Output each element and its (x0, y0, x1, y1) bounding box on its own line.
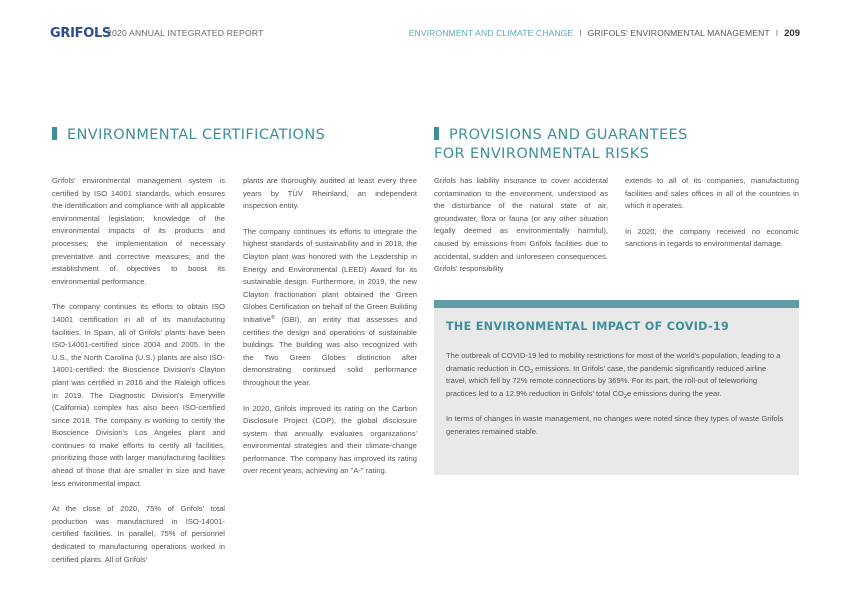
heading-line-1: PROVISIONS AND GUARANTEES (449, 127, 688, 144)
heading-line-2: FOR ENVIRONMENTAL RISKS (434, 146, 650, 163)
paragraph: extends to all of its companies, manufacturing facilities and sales offices in all of the countries in which it operates. (625, 176, 799, 211)
subscript: 2 (530, 368, 534, 375)
paragraph: Grifols' environmental management system is certified by ISO 14001 standards, which ensures the identification and compliance with all applicable environmental legislation; knowledge of the environmental impacts of its products and processes; the implementation of necessary preventative and corrective measures; and the establishment of objectives to boost its environmental performance. (52, 176, 225, 286)
page-header (50, 26, 800, 40)
paragraph: plants are thoroughly audited at least every three years by TÜV Rheinland, an independent inspection entity. (243, 176, 417, 211)
box-top-bar (434, 300, 799, 308)
paragraph: Grifols has liability insurance to cover accidental contamination to the environment, understood as the disturbance of the natural state of air, groundwater, flora or fauna (or any other situation legally deemed as environmentally harmful), caused by emissions from Grifols facilities due to accidental, sudden and unforeseen consequences. Grifols' responsibility (434, 176, 608, 274)
covid-impact-box (434, 300, 799, 475)
paragraph: The company continues its efforts to obtain ISO 14001 certification in all of its manufacturing facilities. In Spain, all of Grifols' plants have been ISO-14001-certified since 2004 and 2005. In the U.S., the North Carolina (U.S.) plants are also ISO-14001-certified: the Bioscience Division's Clayton plant was certified in 2016 and the Raleigh offices in 2019. The Diagnostic Division's Emeryville (California) complex has also been ISO-certified since 2018. The company is working to certify the Bioscience Division's Los Angeles plant and continues to make efforts to certify all facilities, prioritizing those with larger manufacturing facilities ahead of those that are smaller in size and have less environmental impact. (52, 302, 225, 488)
grifols-logo: GRIFOLS (50, 26, 111, 41)
paragraph-part: The company continues its efforts to integrate the highest standards of sustainability and in 2018, the Clayton plant was honored with the Leadership in Energy and Environmental (LEED) Award for its sustainable design. Furthermore, in 2019, the new Clayton fractionation plant obtained the Green Globes Certification on behalf of the Green Building Initiative (243, 226, 417, 324)
paragraph: In 2020, Grifols improved its rating on the Carbon Disclosure Project (CDP), the global disclosure system that annually evaluates organizations' environmental strategies and their climate-change performance. The company has improved its rating over recent years, achieving an "A-" rating. (243, 403, 417, 476)
text-column-4 (625, 175, 799, 264)
breadcrumb-separator: I (775, 28, 779, 38)
page-number: 209 (784, 28, 800, 39)
heading-text: ENVIRONMENTAL CERTIFICATIONS (67, 127, 326, 144)
text-column-3 (434, 175, 608, 289)
paragraph (243, 226, 417, 390)
breadcrumb-chapter: GRIFOLS' ENVIRONMENTAL MANAGEMENT (587, 28, 770, 38)
text-column-1 (52, 175, 225, 579)
paragraph: At the close of 2020, 75% of Grifols' total production was manufactured in ISO-14001-certified facilities. In parallel, 75% of personnel dedicated to manufacturing operations worked in certified plants. All of Grifols' (52, 504, 225, 564)
paragraph: In 2020, the company received no economic sanctions in regards to environmental damage. (625, 226, 799, 249)
text-column-2 (243, 175, 417, 491)
paragraph-part: e emissions during the year. (626, 388, 722, 398)
heading-bar-icon (434, 127, 439, 140)
box-body (446, 350, 787, 439)
subscript: 2 (623, 393, 627, 400)
breadcrumb-separator: I (579, 28, 582, 38)
paragraph-part: emissions. In Grifols' case, the pandemic significantly reduced airline travel, which fell by 72% remote connections by 369%. For its part, the roll-out of teleworking practices led to a 12.9% reduction in Grifols' total CO (446, 363, 767, 398)
registered-mark: ® (270, 314, 275, 321)
provisions-guarantees-heading (434, 126, 688, 164)
breadcrumb (409, 28, 800, 39)
paragraph (446, 350, 787, 400)
report-title: 2020 ANNUAL INTEGRATED REPORT (107, 28, 264, 38)
paragraph: In terms of changes in waste management, no changes were noted since they types of waste Grifols generates remained stable. (446, 414, 784, 436)
box-title: THE ENVIRONMENTAL IMPACT OF COVID-19 (446, 320, 730, 333)
paragraph-part: The outbreak of COVID-19 led to mobility restrictions for most of the world's population, leading to a dramatic reduction in CO (446, 351, 781, 373)
heading-bar-icon (52, 127, 57, 140)
paragraph-part: (GBI), an entity that assesses and certifies the design and operations of sustainable buildings. The building was also recognized with the Two Green Globes distinction after demonstrating continued solid performance throughout the year. (243, 314, 417, 387)
breadcrumb-section: ENVIRONMENT AND CLIMATE CHANGE (408, 28, 574, 38)
environmental-certifications-heading (52, 126, 325, 145)
